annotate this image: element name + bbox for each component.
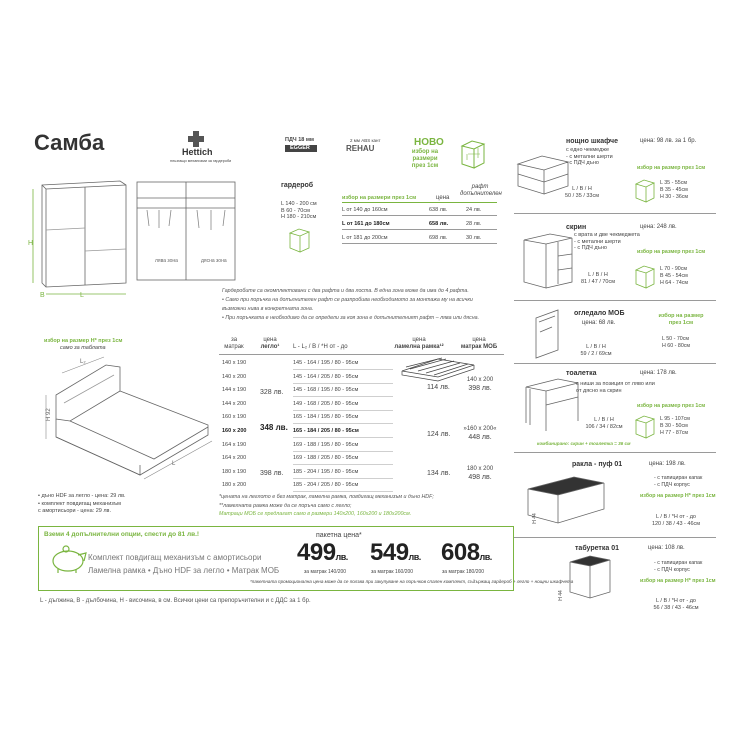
- frame-price-2: 124 лв.: [427, 431, 451, 438]
- package-price-2: 549лв.: [370, 539, 421, 566]
- mirror-name: огледало МОБ: [574, 310, 625, 317]
- stool-drawing: [566, 552, 616, 608]
- hettich-name: Hettich: [182, 147, 213, 157]
- wardrobe-h-label: H: [28, 240, 34, 247]
- abs-label: 2 мм ABS кант: [350, 138, 381, 143]
- stool-choice: избор на размер H* през 1см: [640, 578, 716, 584]
- trunk-drawing: [520, 475, 610, 535]
- bed-size-cell: 144 x 200: [222, 400, 247, 407]
- matrak-3: 180 x 200 498 лв.: [466, 466, 494, 481]
- bed-extras: • дъно HDF за легло - цена: 29 лв. • комплект повдигащ механизъм с амортисьори - цена: 29 лв.: [38, 493, 126, 514]
- stool-dims: L / B / *H от - до 56 / 38 / 43 - 46см: [653, 598, 699, 611]
- cube-icon: [458, 138, 488, 170]
- chest-desc: с врата и две чекмеджета - с метални шерти - с ПДЧ дъно: [574, 232, 640, 251]
- bed-price-2: 348 лв.: [260, 423, 288, 432]
- package-box: [38, 526, 514, 591]
- bed-dims-cell: 165 - 184 / 205 / 80 - 95см: [293, 428, 359, 434]
- trunk-choice: избор на размер H* през 1см: [640, 493, 716, 499]
- wardrobe-choice-header: избор на размери през 1см: [342, 195, 417, 201]
- nightstand-choice: избор на размер през 1см: [637, 165, 706, 171]
- bed-price-header: цена легло¹: [260, 337, 280, 350]
- bed-dims-cell: 145 - 164 / 205 / 80 - 95см: [293, 373, 359, 380]
- bed-size-cell: 180 x 190: [222, 468, 247, 475]
- bed-size-cell: 164 x 190: [222, 441, 247, 448]
- bed-frame-header: цена ламелна рамка¹²: [394, 337, 444, 350]
- bed-row-divider: [293, 464, 393, 465]
- bed-dims-cell: 169 - 188 / 195 / 80 - 95см: [293, 441, 359, 448]
- wardrobe-notes: Гардеробите са окомплектовани с два рафта и два лоста. В една зона може да има до 4 рафта. • Само при поръчка на допълнителен рафт се разпробива необходимото за монтажа му на всички възможни нива в конкретната зона. • При поръчката е необходимо да се определи за коя зона е допълнителният рафт – лява или дясна.: [222, 288, 480, 321]
- wardrobe-row: L от 181 до 200см: [342, 235, 388, 241]
- bed-dims-header: L - L₂ / B / *H от - до: [293, 344, 348, 350]
- bed-footnotes: *цената на леглото е без матрак, ламелна рамка, повдигащ механизъм и дъно HDF; **ламелната рамка може да се поръча само с легло; Матраци МОБ се предлагат само в размери 140x200, 160x200 и 180x200см.: [219, 494, 434, 517]
- rehau-logo: REHAU: [346, 144, 375, 153]
- wardrobe-row: L от 140 до 160см: [342, 207, 388, 213]
- bed-size-cell: 180 x 200: [222, 482, 247, 489]
- pdch-label: ПДЧ 18 мм: [285, 137, 314, 143]
- bed-row-divider: [293, 423, 393, 424]
- bed-l2-label: L₂: [80, 359, 86, 365]
- bed-price-1: 328 лв.: [260, 389, 284, 396]
- bed-choice: избор на размер H* през 1см: [44, 338, 123, 344]
- bed-size-header: за матрак: [224, 337, 244, 350]
- vanity-desc: с ниши за позиция от ляво или от дясно на скрин: [576, 381, 655, 394]
- frame-price-1: 114 лв.: [427, 384, 450, 391]
- package-price-3: 608лв.: [441, 539, 492, 566]
- bed-dims-cell: 145 - 164 / 195 / 80 - 95см: [293, 360, 359, 366]
- novo-sub: избор на размери през 1см: [411, 149, 439, 169]
- nightstand-dims: L / B / H 50 / 35 / 33см: [564, 186, 600, 199]
- matrak-2: »160 x 200« 448 лв.: [463, 426, 497, 441]
- nightstand-name: нощно шкафче: [566, 138, 618, 145]
- vanity-dims: L / B / H 106 / 34 / 82см: [585, 417, 623, 430]
- wardrobe-interior-drawing: [135, 180, 239, 292]
- bed-row-divider: [293, 437, 393, 438]
- frame-price-3: 134 лв.: [427, 470, 451, 477]
- trunk-price: цена: 198 лв.: [649, 461, 686, 467]
- vanity-cube-icon: [634, 414, 658, 440]
- vanity-drawing: [522, 375, 582, 435]
- bed-dims-cell: 185 - 204 / 205 / 80 - 95см: [293, 482, 359, 489]
- page-title: Самба: [34, 130, 105, 155]
- stool-h-label: H 44: [557, 590, 564, 601]
- bed-drawing: [36, 355, 216, 485]
- bed-size-cell: 140 x 190: [222, 360, 247, 366]
- wardrobe-shelf-header: рафт допълнителен: [460, 184, 502, 197]
- mirror-choice: избор на размер през 1см: [658, 313, 704, 326]
- stool-desc: - с тапициран капак - с ПДЧ корпус: [654, 560, 703, 573]
- bed-dims-cell: 185 - 204 / 195 / 80 - 95см: [293, 468, 359, 475]
- hettich-cross-icon: [186, 131, 206, 147]
- nightstand-range: L 35 - 55см B 35 - 45см H 30 - 36см: [660, 180, 689, 200]
- wardrobe-b-label: B: [40, 292, 45, 299]
- chest-name: скрин: [566, 224, 587, 231]
- bed-row-divider: [293, 451, 393, 452]
- package-item-1: Комплект повдигащ механизъм с амортисьори: [88, 553, 262, 562]
- bed-choice-sub: само за таблата: [60, 345, 106, 351]
- wardrobe-row: L от 161 до 180см: [342, 221, 390, 227]
- vanity-choice: избор на размер през 1см: [637, 403, 706, 409]
- left-zone-label: лява зона: [155, 258, 178, 264]
- bed-row-divider: [293, 396, 393, 397]
- hettich-subtitle: пльзгащи механизми за гардероби: [170, 159, 232, 163]
- chest-dims: L / B / H 81 / 47 / 70см: [580, 272, 616, 285]
- bed-size-cell: 144 x 190: [222, 387, 247, 394]
- wardrobe-dims: L 140 - 200 см B 60 - 70см H 180 - 210см: [281, 201, 317, 220]
- novo-label: НОВО: [414, 137, 444, 148]
- bed-matrak-header: цена матрак МОБ: [460, 337, 498, 350]
- bed-dims-cell: 145 - 168 / 195 / 80 - 95см: [293, 387, 359, 394]
- trunk-dims: L / B / *H от - до 120 / 38 / 43 - 46см: [651, 514, 701, 527]
- chest-choice: избор на размер през 1см: [637, 249, 706, 255]
- bed-price-3: 398 лв.: [260, 470, 284, 477]
- mirror-dims: L / B / H 59 / 2 / 69см: [580, 344, 612, 357]
- trunk-desc: - с тапициран капак - с ПДЧ корпус: [654, 475, 703, 488]
- chest-price: цена: 248 лв.: [640, 224, 677, 230]
- nightstand-cube-icon: [634, 178, 658, 204]
- package-price-label: пакетна цена*: [316, 532, 362, 539]
- stool-name: табуретка 01: [575, 545, 619, 552]
- wardrobe-l-label: L: [80, 292, 84, 299]
- bed-h-label: H 92: [46, 408, 52, 421]
- right-zone-label: дясна зона: [201, 258, 227, 264]
- bed-row-divider: [293, 369, 393, 370]
- wardrobe-cube-icon: [287, 226, 313, 254]
- bed-dims-cell: 169 - 188 / 205 / 80 - 95см: [293, 455, 359, 462]
- wardrobe-title: гардероб: [281, 182, 314, 189]
- bed-dims-cell: 149 - 168 / 205 / 80 - 95см: [293, 400, 359, 407]
- bed-size-cell: 160 x 190: [222, 414, 247, 421]
- nightstand-desc: с едно чекмедже - с метални шерти - с ПДЧ дъно: [566, 147, 613, 166]
- package-item-2: Ламелна рамка • Дъно HDF за легло • Матрак МОБ: [88, 566, 280, 575]
- bed-size-cell: 164 x 200: [222, 455, 247, 462]
- bed-dims-cell: 165 - 184 / 195 / 80 - 95см: [293, 414, 359, 421]
- chest-drawing: [520, 232, 576, 292]
- wardrobe-drawing: [28, 175, 130, 299]
- mirror-price: цена: 68 лв.: [582, 320, 616, 326]
- mirror-range: L 50 - 70см H 60 - 80см: [662, 336, 691, 349]
- vanity-note: комбинирано: скрин + тоалетка = 36 см: [537, 441, 631, 446]
- vanity-range: L 95 - 107см B 30 - 50см H 77 - 87см: [660, 416, 690, 436]
- trunk-name: ракла - пуф 01: [572, 461, 623, 468]
- footer-note: L - дължина, B - дълбочина, H - височина, в см. Всички цени са препоръчителни и с ДДС за 1 бр.: [40, 598, 311, 604]
- vanity-price: цена: 178 лв.: [640, 370, 677, 376]
- bed-size-cell: 160 x 200: [222, 428, 247, 434]
- bed-l-label: L: [172, 461, 176, 467]
- bed-size-cell: 140 x 200: [222, 373, 247, 380]
- chest-range: L 70 - 90см B 45 - 54см H 64 - 74см: [660, 266, 689, 286]
- package-title: Вземи 4 допълнителни опции, спести до 81 лв.!: [44, 531, 200, 538]
- wardrobe-price-header: цена: [436, 195, 450, 201]
- nightstand-price: цена: 98 лв. за 1 бр.: [640, 138, 697, 144]
- mirror-drawing: [530, 308, 570, 364]
- package-price-1: 499лв.: [297, 539, 348, 566]
- package-footnote: *пакетната промоционална цена може да се ползва при закупуване на поръчков спален комплект, съдържащ гардероб + легло + нощни шкафчета: [250, 579, 574, 584]
- chest-cube-icon: [634, 264, 658, 290]
- egger-logo: EGGER: [285, 145, 317, 152]
- matrak-1: 140 x 200 398 лв.: [466, 377, 494, 392]
- vanity-name: тоалетка: [566, 370, 597, 377]
- bed-row-divider: [293, 383, 393, 384]
- bed-row-divider: [293, 478, 393, 479]
- bed-row-divider: [293, 410, 393, 411]
- stool-price: цена: 108 лв.: [648, 545, 685, 551]
- trunk-h-label: H 44: [531, 513, 538, 524]
